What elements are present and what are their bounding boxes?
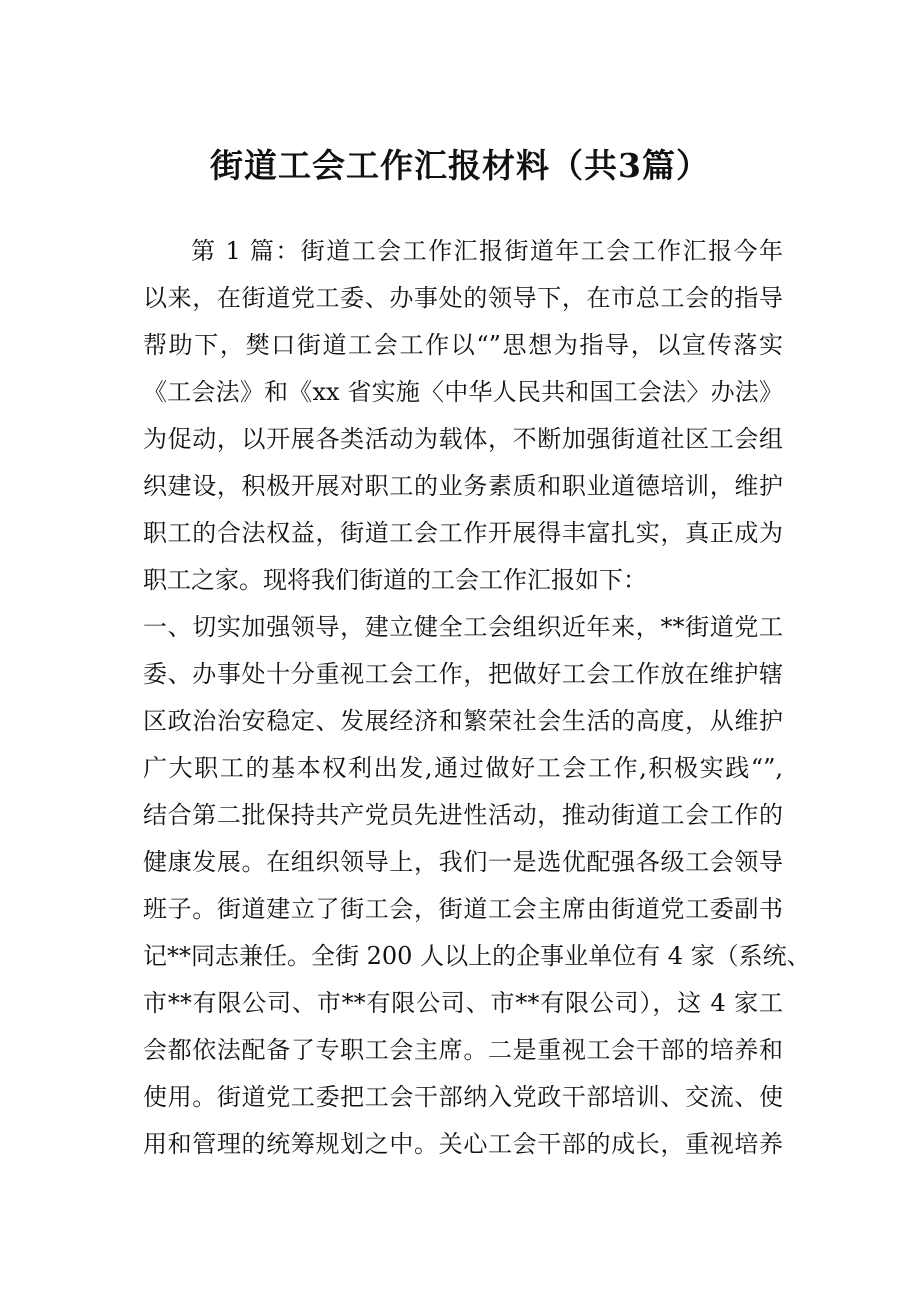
body-line: 职工的合法权益，街道工会工作开展得丰富扎实，真正成为 <box>143 519 783 547</box>
body-line: 区政治治安稳定、发展经济和繁荣社会生活的高度，从维护 <box>143 707 783 735</box>
body-line: 第 1 篇：街道工会工作汇报街道年工会工作汇报今年 <box>191 237 783 265</box>
body-line: 职工之家。现将我们街道的工会工作汇报如下： <box>143 566 647 594</box>
body-line: 广大职工的基本权利出发,通过做好工会工作,积极实践“”, <box>143 754 783 782</box>
document-body <box>143 228 811 1168</box>
body-line: 班子。街道建立了街工会，街道工会主席由街道党工委副书 <box>143 895 783 923</box>
body-line: 委、办事处十分重视工会工作，把做好工会工作放在维护辖 <box>143 660 783 688</box>
body-line: 结合第二批保持共产党员先进性活动，推动街道工会工作的 <box>143 801 783 829</box>
body-line: 以来，在街道党工委、办事处的领导下，在市总工会的指导 <box>143 284 783 312</box>
body-line: 用和管理的统筹规划之中。关心工会干部的成长，重视培养 <box>143 1130 783 1158</box>
body-line: 帮助下，樊口街道工会工作以“”思想为指导，以宣传落实 <box>143 331 783 359</box>
body-line: 市**有限公司、市**有限公司、市**有限公司），这 4 家工 <box>143 989 783 1017</box>
body-line: 为促动，以开展各类活动为载体，不断加强街道社区工会组 <box>143 425 783 453</box>
body-line: 织建设，积极开展对职工的业务素质和职业道德培训，维护 <box>143 472 783 500</box>
body-line: 健康发展。在组织领导上，我们一是选优配强各级工会领导 <box>143 848 783 876</box>
document-title: 街道工会工作汇报材料（共3篇） <box>210 146 710 185</box>
body-line: 使用。街道党工委把工会干部纳入党政干部培训、交流、使 <box>143 1083 783 1111</box>
body-line: 一、切实加强领导，建立健全工会组织近年来，**街道党工 <box>143 613 783 641</box>
body-line: 会都依法配备了专职工会主席。二是重视工会干部的培养和 <box>143 1036 783 1064</box>
body-line: 《工会法》和《xx 省实施〈中华人民共和国工会法〉办法》 <box>143 378 783 406</box>
body-line: 记**同志兼任。全街 200 人以上的企事业单位有 4 家（系统、 <box>143 942 811 970</box>
